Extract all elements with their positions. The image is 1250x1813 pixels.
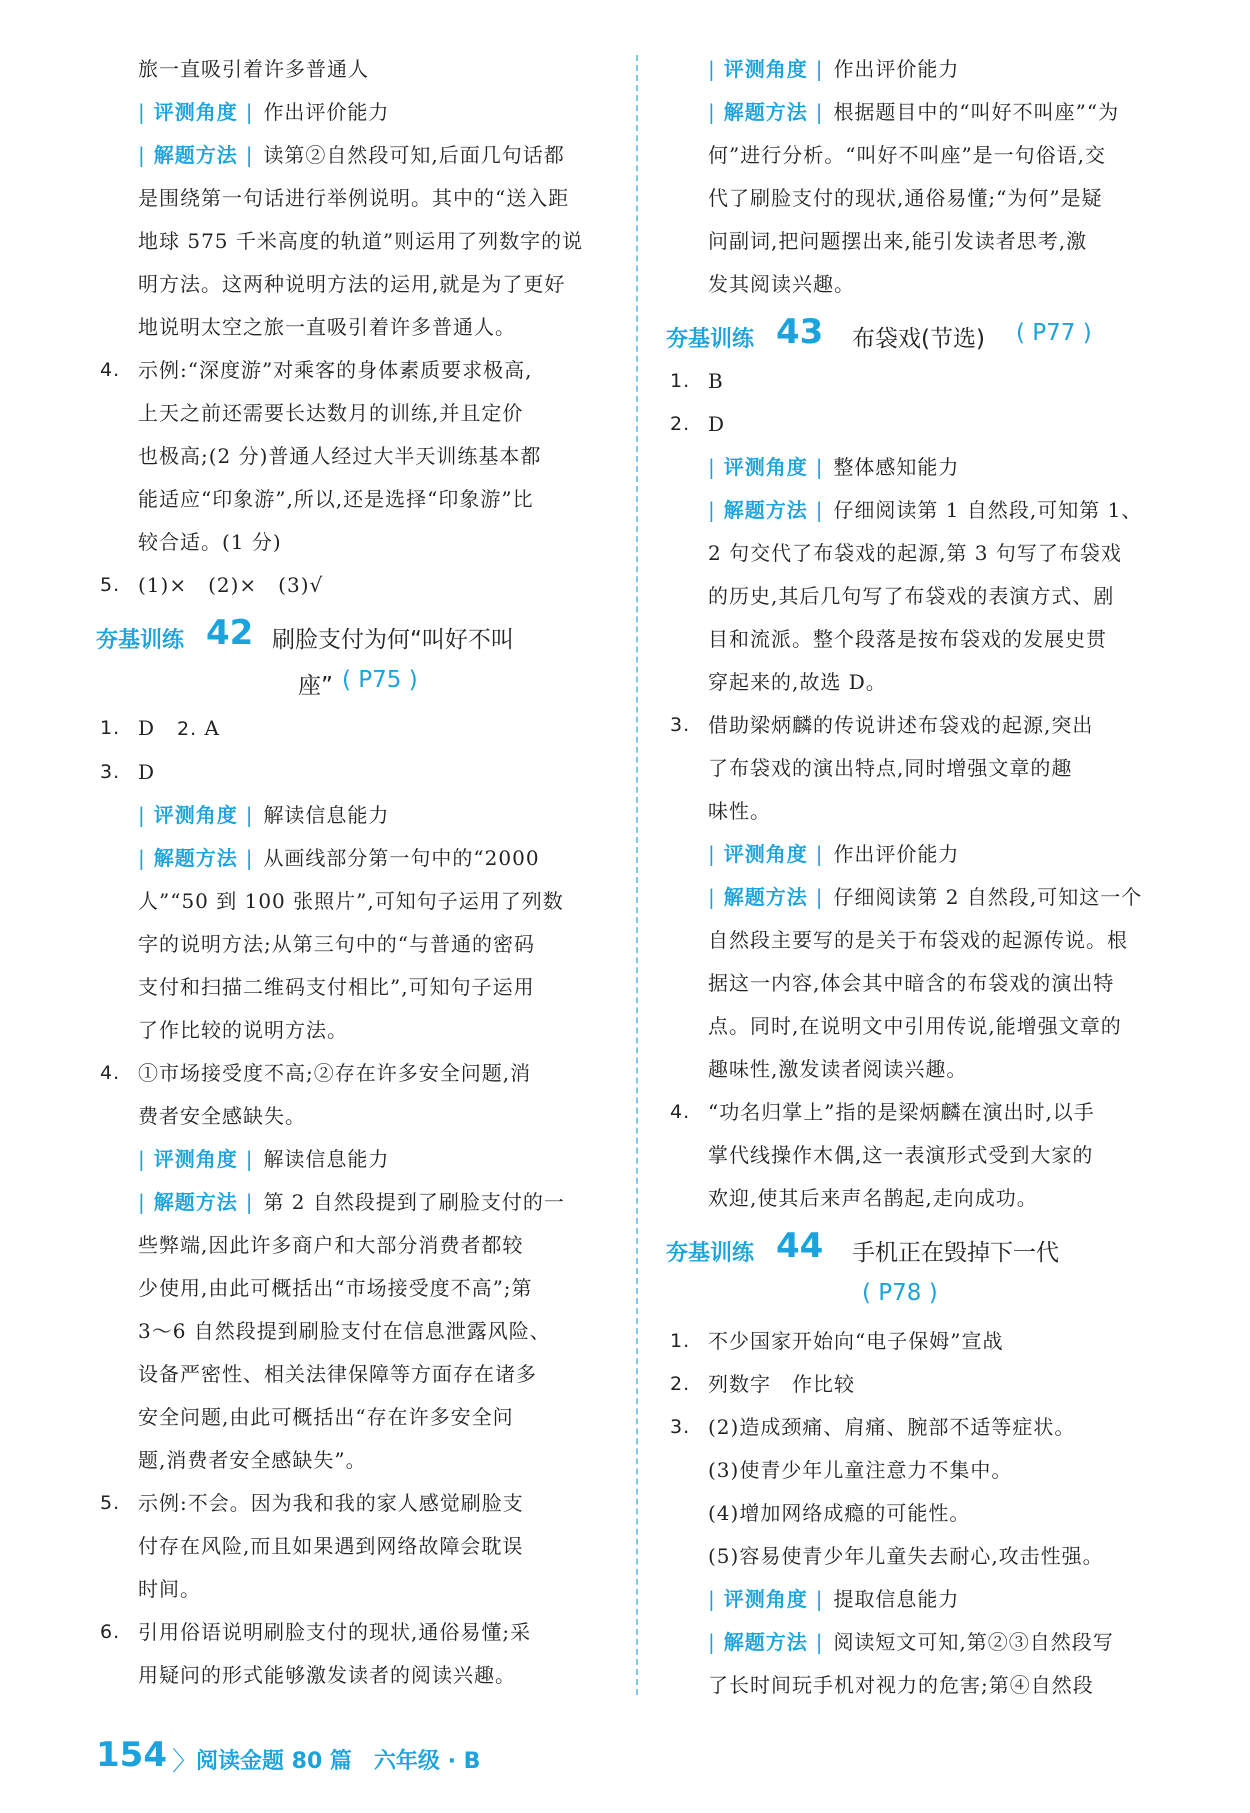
section-number: 44 bbox=[776, 1226, 824, 1266]
text-line: 题,消费者安全感缺失”。 bbox=[138, 1448, 367, 1472]
answer-item: 6. 引用俗语说明刷脸支付的现状,通俗易懂;采 bbox=[100, 1620, 532, 1644]
footer-separator: 〉 bbox=[172, 1747, 199, 1777]
solution-method: | 解题方法 | 根据题目中的“叫好不叫座”“为 bbox=[708, 100, 1120, 124]
text-line: 也极高;(2 分)普通人经过大半天训练基本都 bbox=[138, 444, 542, 468]
text-line: 人”“50 到 100 张照片”,可知句子运用了列数 bbox=[138, 889, 564, 913]
text-line: 2 句交代了布袋戏的起源,第 3 句写了布袋戏 bbox=[708, 541, 1122, 565]
text-line: 设备严密性、相关法律保障等方面存在诸多 bbox=[138, 1362, 537, 1386]
section-page-ref: ( P78 ) bbox=[862, 1280, 938, 1306]
section-label: 夯基训练 bbox=[96, 628, 185, 653]
answer-item: 5. (1)× (2)× (3)√ bbox=[100, 573, 324, 597]
solution-method-tag: | 解题方法 | bbox=[138, 143, 254, 167]
solution-method: | 解题方法 | 读第②自然段可知,后面几句话都 bbox=[138, 143, 565, 167]
answer-item: 4. 示例:“深度游”对乘客的身体素质要求极高, bbox=[100, 358, 533, 382]
section-page-ref: ( P75 ) bbox=[342, 667, 418, 693]
eval-angle: | 评测角度 | 解读信息能力 bbox=[138, 1147, 390, 1171]
solution-method: | 解题方法 | 从画线部分第一句中的“2000 bbox=[138, 846, 540, 870]
text-line: 何”进行分析。“叫好不叫座”是一句俗语,交 bbox=[708, 143, 1107, 167]
answer-item: 2. D bbox=[670, 412, 726, 436]
text-line: 问副词,把问题摆出来,能引发读者思考,激 bbox=[708, 229, 1088, 253]
section-label: 夯基训练 bbox=[666, 1241, 755, 1266]
text-line: 时间。 bbox=[138, 1577, 201, 1601]
section-label: 夯基训练 bbox=[666, 327, 755, 352]
text-line: 少使用,由此可概括出“市场接受度不高”;第 bbox=[138, 1276, 533, 1300]
text-line: 发其阅读兴趣。 bbox=[708, 272, 855, 296]
eval-angle: | 评测角度 | 整体感知能力 bbox=[708, 455, 960, 479]
eval-angle: | 评测角度 | 作出评价能力 bbox=[138, 100, 390, 124]
answer-item: 3. D bbox=[100, 760, 156, 784]
eval-angle-tag: | 评测角度 | bbox=[138, 100, 254, 124]
text-line: 用疑问的形式能够激发读者的阅读兴趣。 bbox=[138, 1663, 516, 1687]
answer-item: 4. “功名归掌上”指的是梁炳麟在演出时,以手 bbox=[670, 1100, 1095, 1124]
eval-angle: | 评测角度 | 作出评价能力 bbox=[708, 842, 960, 866]
text-line: 欢迎,使其后来声名鹊起,走向成功。 bbox=[708, 1186, 1038, 1210]
answer-item: 1. B bbox=[670, 369, 724, 393]
section-title-continued bbox=[666, 1274, 1180, 1320]
left-column bbox=[96, 48, 608, 1697]
text-line: 地说明太空之旅一直吸引着许多普通人。 bbox=[138, 315, 516, 339]
section-header-44 bbox=[666, 1224, 1180, 1274]
text-line: 3～6 自然段提到刷脸支付在信息泄露风险、 bbox=[138, 1319, 551, 1343]
solution-method: | 解题方法 | 第 2 自然段提到了刷脸支付的一 bbox=[138, 1190, 565, 1214]
solution-method: | 解题方法 | 阅读短文可知,第②③自然段写 bbox=[708, 1630, 1114, 1654]
text-line: 代了刷脸支付的现状,通俗易懂;“为何”是疑 bbox=[708, 186, 1103, 210]
section-header-43 bbox=[666, 310, 1180, 360]
text-line: (3)使青少年儿童注意力不集中。 bbox=[708, 1458, 1013, 1482]
book-title: 阅读金题 80 篇 六年级 · B bbox=[196, 1749, 481, 1774]
text-line: 目和流派。整个段落是按布袋戏的发展史贯 bbox=[708, 627, 1107, 651]
answer-item: 1. 不少国家开始向“电子保姆”宣战 bbox=[670, 1329, 1004, 1353]
section-title: 布袋戏(节选) bbox=[852, 326, 985, 352]
text-line: 地球 575 千米高度的轨道”则运用了列数字的说 bbox=[138, 229, 584, 253]
text-line: 的历史,其后几句写了布袋戏的表演方式、剧 bbox=[708, 584, 1115, 608]
text-line: 味性。 bbox=[708, 799, 771, 823]
text-line: 是围绕第一句话进行举例说明。其中的“送入距 bbox=[138, 186, 570, 210]
eval-angle: | 评测角度 | 解读信息能力 bbox=[138, 803, 390, 827]
solution-method: | 解题方法 | 仔细阅读第 2 自然段,可知这一个 bbox=[708, 885, 1143, 909]
section-number: 42 bbox=[206, 613, 254, 653]
text-line: 较合适。(1 分) bbox=[138, 530, 282, 554]
text-line: 明方法。这两种说明方法的运用,就是为了更好 bbox=[138, 272, 566, 296]
eval-angle: | 评测角度 | 提取信息能力 bbox=[708, 1587, 960, 1611]
section-title: 刷脸支付为何“叫好不叫 bbox=[272, 627, 514, 653]
answer-item: 3. 借助梁炳麟的传说讲述布袋戏的起源,突出 bbox=[670, 713, 1094, 737]
text-line: 上天之前还需要长达数月的训练,并且定价 bbox=[138, 401, 524, 425]
right-column bbox=[666, 48, 1180, 1707]
section-number: 43 bbox=[776, 312, 824, 352]
eval-angle: | 评测角度 | 作出评价能力 bbox=[708, 57, 960, 81]
text-line: 安全问题,由此可概括出“存在许多安全问 bbox=[138, 1405, 514, 1429]
solution-method: | 解题方法 | 仔细阅读第 1 自然段,可知第 1、 bbox=[708, 498, 1143, 522]
text-line: 字的说明方法;从第三句中的“与普通的密码 bbox=[138, 932, 535, 956]
text-line: 些弊端,因此许多商户和大部分消费者都较 bbox=[138, 1233, 524, 1257]
text-line: 据这一内容,体会其中暗含的布袋戏的演出特 bbox=[708, 971, 1115, 995]
text-line: 自然段主要写的是关于布袋戏的起源传说。根 bbox=[708, 928, 1128, 952]
text-line: 付存在风险,而且如果遇到网络故障会耽误 bbox=[138, 1534, 524, 1558]
page-number: 154 bbox=[96, 1735, 167, 1775]
answer-item: 3. (2)造成颈痛、肩痛、腕部不适等症状。 bbox=[670, 1415, 1076, 1439]
text-line: 点。同时,在说明文中引用传说,能增强文章的 bbox=[708, 1014, 1122, 1038]
text-line: 旅一直吸引着许多普通人 bbox=[138, 57, 369, 81]
text-line: 了作比较的说明方法。 bbox=[138, 1018, 348, 1042]
answer-item: 5. 示例:不会。因为我和我的家人感觉刷脸支 bbox=[100, 1491, 524, 1515]
section-title-continued bbox=[96, 661, 608, 707]
answer-item: 1. D 2. A bbox=[100, 716, 220, 740]
section-page-ref: ( P77 ) bbox=[1016, 320, 1092, 346]
answer-item: 2. 列数字 作比较 bbox=[670, 1372, 855, 1396]
section-title-rest: 座” bbox=[298, 673, 333, 699]
text-line: 能适应“印象游”,所以,还是选择“印象游”比 bbox=[138, 487, 534, 511]
text-line: 穿起来的,故选 D。 bbox=[708, 670, 887, 694]
text-line: (4)增加网络成瘾的可能性。 bbox=[708, 1501, 971, 1525]
text-line: 了布袋戏的演出特点,同时增强文章的趣 bbox=[708, 756, 1073, 780]
text-line: 趣味性,激发读者阅读兴趣。 bbox=[708, 1057, 968, 1081]
section-header-42 bbox=[96, 611, 608, 661]
text-line: 掌代线操作木偶,这一表演形式受到大家的 bbox=[708, 1143, 1094, 1167]
answer-item: 4. ①市场接受度不高;②存在许多安全问题,消 bbox=[100, 1061, 532, 1085]
text-line: 费者安全感缺失。 bbox=[138, 1104, 306, 1128]
text-line: 支付和扫描二维码支付相比”,可知句子运用 bbox=[138, 975, 535, 999]
text-line: 了长时间玩手机对视力的危害;第④自然段 bbox=[708, 1673, 1094, 1697]
section-title: 手机正在毁掉下一代 bbox=[852, 1240, 1059, 1266]
text-line: (5)容易使青少年儿童失去耐心,攻击性强。 bbox=[708, 1544, 1104, 1568]
column-divider bbox=[636, 55, 638, 1695]
